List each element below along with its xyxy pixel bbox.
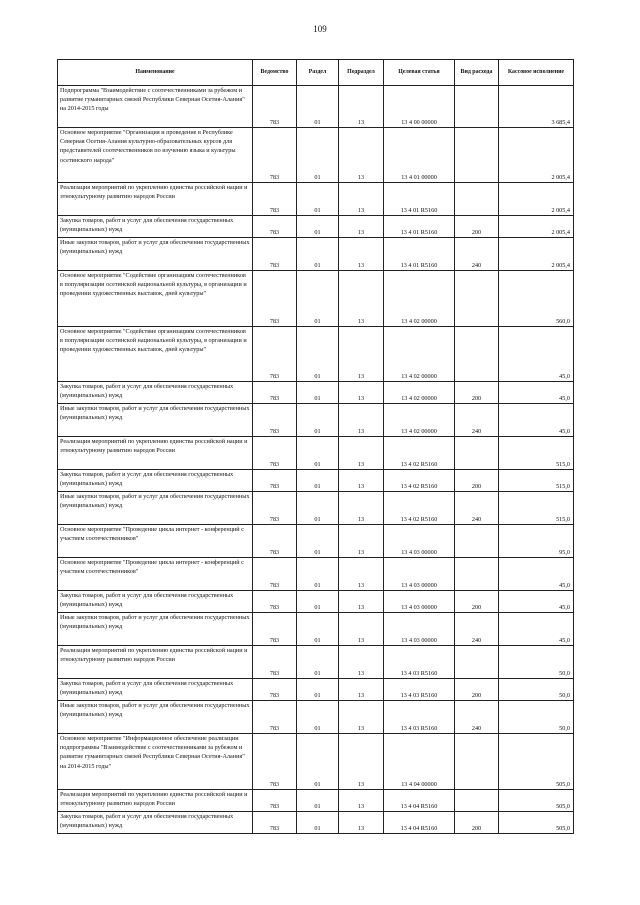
cell-celevaya-statya: 13 4 02 00000 <box>384 327 455 382</box>
cell-name: Реализация мероприятий по укреплению единства российской нации и этнокультурному развитию народов России <box>58 437 253 470</box>
table-row <box>58 216 574 238</box>
cell-razdel: 01 <box>297 404 339 437</box>
cell-podrazdel: 13 <box>339 679 384 701</box>
cell-podrazdel: 13 <box>339 470 384 492</box>
cell-vid-rashoda <box>455 128 499 183</box>
cell-celevaya-statya: 13 4 02 00000 <box>384 271 455 327</box>
cell-name: Закупка товаров, работ и услуг для обеспечения государственных (муниципальных) нужд <box>58 591 253 613</box>
cell-kassovoe-ispolnenie: 2 005,4 <box>499 183 574 216</box>
cell-kassovoe-ispolnenie: 515,0 <box>499 470 574 492</box>
cell-celevaya-statya: 13 4 04 00000 <box>384 734 455 790</box>
cell-podrazdel: 13 <box>339 86 384 128</box>
cell-podrazdel: 13 <box>339 812 384 834</box>
cell-vid-rashoda: 240 <box>455 404 499 437</box>
cell-podrazdel: 13 <box>339 382 384 404</box>
page-number: 109 <box>313 24 327 34</box>
cell-podrazdel: 13 <box>339 591 384 613</box>
cell-vid-rashoda: 200 <box>455 382 499 404</box>
cell-vid-rashoda: 240 <box>455 701 499 734</box>
cell-celevaya-statya: 13 4 00 00000 <box>384 86 455 128</box>
cell-razdel: 01 <box>297 382 339 404</box>
header-name: Наименование <box>58 60 253 86</box>
cell-razdel: 01 <box>297 790 339 812</box>
cell-podrazdel: 13 <box>339 613 384 646</box>
header-celevaya-statya: Целевая статья <box>384 60 455 86</box>
cell-celevaya-statya: 13 4 01 R5160 <box>384 216 455 238</box>
cell-kassovoe-ispolnenie: 45,0 <box>499 613 574 646</box>
cell-kassovoe-ispolnenie: 95,0 <box>499 525 574 558</box>
cell-razdel: 01 <box>297 613 339 646</box>
cell-podrazdel: 13 <box>339 734 384 790</box>
cell-vedomstvo: 783 <box>253 734 297 790</box>
cell-name: Основное мероприятие "Содействие организациям соотечественников в популяризации осетинской национальной культуры, в организации и проведении художественных выставок, дней культуры" <box>58 327 253 382</box>
cell-vid-rashoda <box>455 734 499 790</box>
cell-razdel: 01 <box>297 238 339 271</box>
cell-vid-rashoda <box>455 437 499 470</box>
cell-celevaya-statya: 13 4 02 R5160 <box>384 492 455 525</box>
cell-vedomstvo: 783 <box>253 525 297 558</box>
cell-razdel: 01 <box>297 701 339 734</box>
cell-celevaya-statya: 13 4 04 R5160 <box>384 812 455 834</box>
table-row <box>58 382 574 404</box>
table-row <box>58 183 574 216</box>
cell-podrazdel: 13 <box>339 525 384 558</box>
cell-vedomstvo: 783 <box>253 492 297 525</box>
cell-name: Иные закупки товаров, работ и услуг для обеспечения государственных (муниципальных) нужд <box>58 701 253 734</box>
cell-vid-rashoda <box>455 86 499 128</box>
cell-razdel: 01 <box>297 183 339 216</box>
table-row <box>58 790 574 812</box>
cell-razdel: 01 <box>297 86 339 128</box>
cell-name: Реализация мероприятий по укреплению единства российской нации и этнокультурному развитию народов России <box>58 183 253 216</box>
table-row <box>58 327 574 382</box>
cell-vedomstvo: 783 <box>253 271 297 327</box>
cell-podrazdel: 13 <box>339 492 384 525</box>
cell-vedomstvo: 783 <box>253 701 297 734</box>
cell-celevaya-statya: 13 4 02 R5160 <box>384 437 455 470</box>
cell-kassovoe-ispolnenie: 50,0 <box>499 679 574 701</box>
cell-kassovoe-ispolnenie: 505,0 <box>499 734 574 790</box>
cell-vedomstvo: 783 <box>253 437 297 470</box>
cell-podrazdel: 13 <box>339 216 384 238</box>
cell-name: Подпрограмма "Взаимодействие с соотечественниками за рубежом и развитие гуманитарных связей Республики Северная Осетия-Алания" на 2014-2015 годы <box>58 86 253 128</box>
cell-name: Реализация мероприятий по укреплению единства российской нации и этнокультурному развитию народов России <box>58 790 253 812</box>
cell-kassovoe-ispolnenie: 2 005,4 <box>499 238 574 271</box>
cell-kassovoe-ispolnenie: 45,0 <box>499 558 574 591</box>
cell-vedomstvo: 783 <box>253 591 297 613</box>
cell-razdel: 01 <box>297 679 339 701</box>
cell-name: Закупка товаров, работ и услуг для обеспечения государственных (муниципальных) нужд <box>58 470 253 492</box>
cell-kassovoe-ispolnenie: 515,0 <box>499 437 574 470</box>
cell-kassovoe-ispolnenie: 45,0 <box>499 591 574 613</box>
cell-vid-rashoda: 240 <box>455 613 499 646</box>
cell-podrazdel: 13 <box>339 327 384 382</box>
cell-vedomstvo: 783 <box>253 470 297 492</box>
table-row <box>58 558 574 591</box>
cell-kassovoe-ispolnenie: 505,0 <box>499 812 574 834</box>
cell-podrazdel: 13 <box>339 790 384 812</box>
cell-name: Основное мероприятие "Проведение цикла интернет - конференций с участием соотечественников" <box>58 525 253 558</box>
cell-name: Основное мероприятие "Информационное обеспечение реализации подпрограммы "Взаимодействие с соотечественниками за рубежом и развитие гуманитарных связей Республики Северная Осетия-Алания" на 2014-2015 годы" <box>58 734 253 790</box>
cell-celevaya-statya: 13 4 03 00000 <box>384 525 455 558</box>
cell-name: Закупка товаров, работ и услуг для обеспечения государственных (муниципальных) нужд <box>58 812 253 834</box>
cell-razdel: 01 <box>297 470 339 492</box>
cell-vid-rashoda <box>455 558 499 591</box>
cell-podrazdel: 13 <box>339 404 384 437</box>
cell-kassovoe-ispolnenie: 45,0 <box>499 327 574 382</box>
table-row <box>58 86 574 128</box>
table-header-row <box>58 60 574 86</box>
table-row <box>58 613 574 646</box>
cell-name: Закупка товаров, работ и услуг для обеспечения государственных (муниципальных) нужд <box>58 679 253 701</box>
cell-razdel: 01 <box>297 128 339 183</box>
cell-vid-rashoda <box>455 790 499 812</box>
cell-kassovoe-ispolnenie: 560,0 <box>499 271 574 327</box>
cell-vid-rashoda: 200 <box>455 679 499 701</box>
header-vedomstvo: Ведомство <box>253 60 297 86</box>
cell-razdel: 01 <box>297 646 339 679</box>
cell-name: Иные закупки товаров, работ и услуг для обеспечения государственных (муниципальных) нужд <box>58 238 253 271</box>
cell-podrazdel: 13 <box>339 437 384 470</box>
cell-vedomstvo: 783 <box>253 382 297 404</box>
table-row <box>58 701 574 734</box>
cell-celevaya-statya: 13 4 01 00000 <box>384 128 455 183</box>
table-row <box>58 679 574 701</box>
cell-celevaya-statya: 13 4 01 R5160 <box>384 183 455 216</box>
table-row <box>58 437 574 470</box>
cell-kassovoe-ispolnenie: 505,0 <box>499 790 574 812</box>
cell-celevaya-statya: 13 4 03 R5160 <box>384 679 455 701</box>
cell-name: Закупка товаров, работ и услуг для обеспечения государственных (муниципальных) нужд <box>58 216 253 238</box>
cell-name: Иные закупки товаров, работ и услуг для обеспечения государственных (муниципальных) нужд <box>58 492 253 525</box>
cell-celevaya-statya: 13 4 03 R5160 <box>384 701 455 734</box>
cell-razdel: 01 <box>297 216 339 238</box>
cell-kassovoe-ispolnenie: 50,0 <box>499 646 574 679</box>
cell-vedomstvo: 783 <box>253 790 297 812</box>
cell-razdel: 01 <box>297 492 339 525</box>
cell-vedomstvo: 783 <box>253 558 297 591</box>
cell-vedomstvo: 783 <box>253 216 297 238</box>
cell-vedomstvo: 783 <box>253 812 297 834</box>
cell-vid-rashoda <box>455 646 499 679</box>
cell-podrazdel: 13 <box>339 558 384 591</box>
table-row <box>58 646 574 679</box>
table-row <box>58 238 574 271</box>
cell-name: Основное мероприятие "Организация и проведение в Республике Северная Осетия-Алания культурно-образовательных курсов для представителей соотечественников по изучению языка и культуры осетинского народа" <box>58 128 253 183</box>
cell-celevaya-statya: 13 4 04 R5160 <box>384 790 455 812</box>
cell-razdel: 01 <box>297 812 339 834</box>
header-razdel: Раздел <box>297 60 339 86</box>
cell-kassovoe-ispolnenie: 515,0 <box>499 492 574 525</box>
cell-vedomstvo: 783 <box>253 128 297 183</box>
table-row <box>58 271 574 327</box>
cell-kassovoe-ispolnenie: 45,0 <box>499 404 574 437</box>
table-row <box>58 525 574 558</box>
table-row <box>58 812 574 834</box>
cell-name: Иные закупки товаров, работ и услуг для обеспечения государственных (муниципальных) нужд <box>58 404 253 437</box>
cell-razdel: 01 <box>297 525 339 558</box>
cell-celevaya-statya: 13 4 03 00000 <box>384 613 455 646</box>
cell-vid-rashoda <box>455 525 499 558</box>
cell-podrazdel: 13 <box>339 238 384 271</box>
cell-celevaya-statya: 13 4 03 00000 <box>384 591 455 613</box>
cell-vid-rashoda: 200 <box>455 216 499 238</box>
cell-celevaya-statya: 13 4 02 R5160 <box>384 470 455 492</box>
table-row <box>58 492 574 525</box>
cell-podrazdel: 13 <box>339 271 384 327</box>
cell-podrazdel: 13 <box>339 701 384 734</box>
header-podrazdel: Подраздел <box>339 60 384 86</box>
table-row <box>58 591 574 613</box>
cell-vedomstvo: 783 <box>253 679 297 701</box>
header-vid-rashoda: Вид расхода <box>455 60 499 86</box>
table-row <box>58 404 574 437</box>
cell-name: Закупка товаров, работ и услуг для обеспечения государственных (муниципальных) нужд <box>58 382 253 404</box>
cell-razdel: 01 <box>297 591 339 613</box>
cell-razdel: 01 <box>297 327 339 382</box>
cell-vid-rashoda: 200 <box>455 470 499 492</box>
cell-vid-rashoda <box>455 271 499 327</box>
cell-vid-rashoda <box>455 183 499 216</box>
budget-table <box>57 59 574 834</box>
cell-vedomstvo: 783 <box>253 86 297 128</box>
cell-podrazdel: 13 <box>339 128 384 183</box>
cell-kassovoe-ispolnenie: 2 005,4 <box>499 128 574 183</box>
cell-vid-rashoda: 200 <box>455 591 499 613</box>
cell-name: Основное мероприятие "Содействие организациям соотечественников в популяризации осетинской национальной культуры, в организации и проведении художественных выставок, дней культуры" <box>58 271 253 327</box>
table-row <box>58 128 574 183</box>
cell-celevaya-statya: 13 4 02 00000 <box>384 404 455 437</box>
cell-name: Основное мероприятие "Проведение цикла интернет - конференций с участием соотечественников" <box>58 558 253 591</box>
cell-vedomstvo: 783 <box>253 327 297 382</box>
cell-vid-rashoda: 200 <box>455 812 499 834</box>
cell-celevaya-statya: 13 4 03 00000 <box>384 558 455 591</box>
cell-razdel: 01 <box>297 734 339 790</box>
cell-celevaya-statya: 13 4 03 R5160 <box>384 646 455 679</box>
header-kassovoe-ispolnenie: Кассовое исполнение <box>499 60 574 86</box>
cell-kassovoe-ispolnenie: 2 005,4 <box>499 216 574 238</box>
cell-razdel: 01 <box>297 558 339 591</box>
cell-vid-rashoda: 240 <box>455 238 499 271</box>
cell-vedomstvo: 783 <box>253 613 297 646</box>
cell-name: Иные закупки товаров, работ и услуг для обеспечения государственных (муниципальных) нужд <box>58 613 253 646</box>
cell-vid-rashoda <box>455 327 499 382</box>
cell-vedomstvo: 783 <box>253 404 297 437</box>
cell-kassovoe-ispolnenie: 50,0 <box>499 701 574 734</box>
table-row <box>58 470 574 492</box>
cell-vedomstvo: 783 <box>253 646 297 679</box>
table-row <box>58 734 574 790</box>
cell-podrazdel: 13 <box>339 183 384 216</box>
cell-name: Реализация мероприятий по укреплению единства российской нации и этнокультурному развитию народов России <box>58 646 253 679</box>
cell-vedomstvo: 783 <box>253 183 297 216</box>
cell-vid-rashoda: 240 <box>455 492 499 525</box>
cell-podrazdel: 13 <box>339 646 384 679</box>
cell-kassovoe-ispolnenie: 3 685,4 <box>499 86 574 128</box>
cell-celevaya-statya: 13 4 01 R5160 <box>384 238 455 271</box>
cell-celevaya-statya: 13 4 02 00000 <box>384 382 455 404</box>
cell-razdel: 01 <box>297 271 339 327</box>
cell-razdel: 01 <box>297 437 339 470</box>
cell-vedomstvo: 783 <box>253 238 297 271</box>
cell-kassovoe-ispolnenie: 45,0 <box>499 382 574 404</box>
